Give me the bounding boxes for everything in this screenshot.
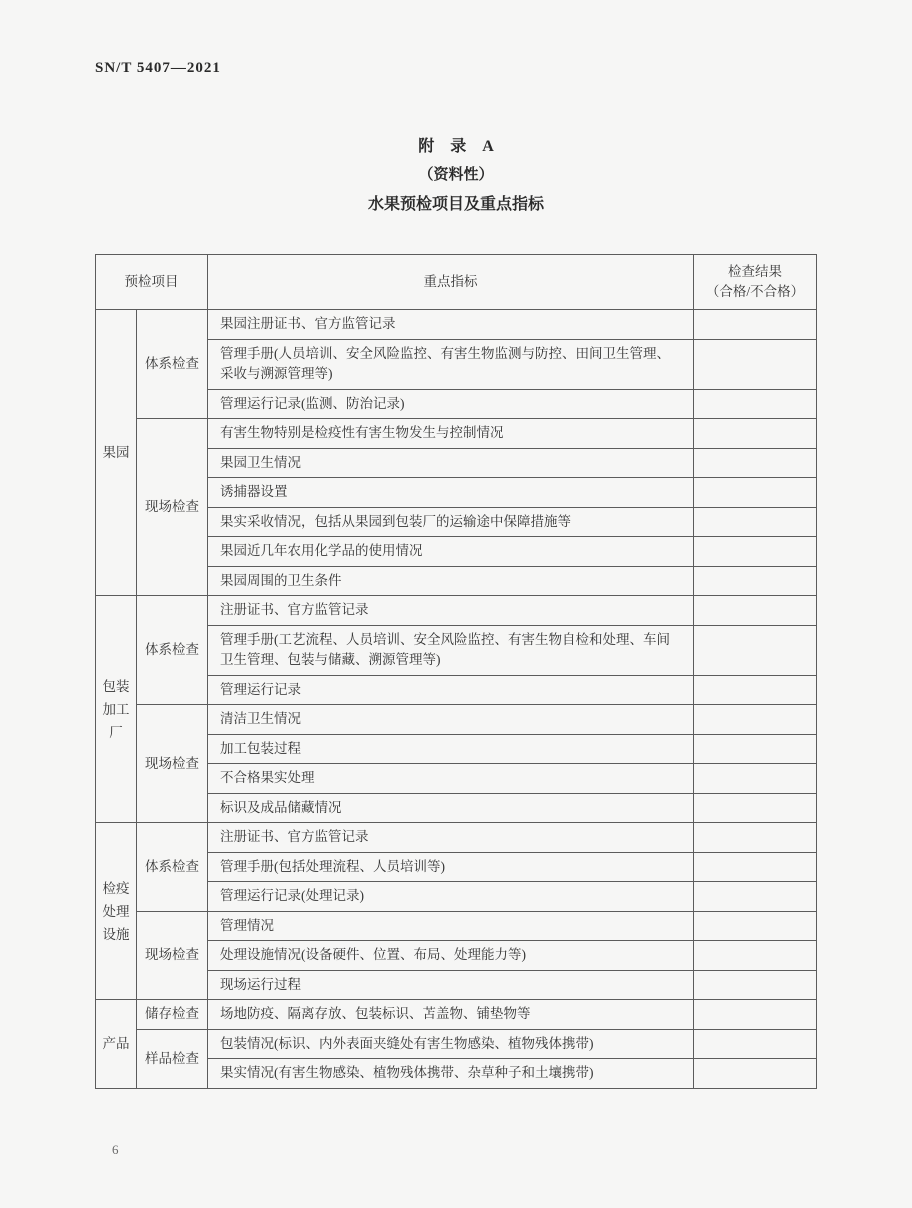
indicator-cell: 果实采收情况，包括从果园到包装厂的运输途中保障措施等: [208, 507, 694, 537]
table-row: [96, 1029, 817, 1059]
result-cell: [694, 764, 817, 794]
result-cell: [694, 675, 817, 705]
table-row: [96, 705, 817, 735]
result-cell: [694, 389, 817, 419]
indicator-cell: 果园卫生情况: [208, 448, 694, 478]
result-cell: [694, 625, 817, 675]
header-result: [694, 255, 817, 310]
appendix-subtitle: （资料性）: [418, 167, 494, 183]
table-row: [96, 911, 817, 941]
header-indicator: 重点指标: [208, 255, 694, 310]
appendix-title: 附 录 A: [418, 138, 494, 155]
result-cell: [694, 793, 817, 823]
indicator-cell: 管理手册(人员培训、安全风险监控、有害生物监测与防控、田间卫生管理、采收与溯源管理等): [208, 339, 694, 389]
result-cell: [694, 537, 817, 567]
result-cell: [694, 823, 817, 853]
indicator-cell: 管理运行记录: [208, 675, 694, 705]
result-cell: [694, 852, 817, 882]
indicator-cell: 管理情况: [208, 911, 694, 941]
inspection-table: [95, 254, 817, 1089]
subgroup-label: 储存检查: [137, 1000, 208, 1030]
result-cell: [694, 448, 817, 478]
indicator-cell: 管理运行记录(监测、防治记录): [208, 389, 694, 419]
group-label: 检疫处理设施: [96, 823, 137, 1000]
indicator-cell: 注册证书、官方监管记录: [208, 823, 694, 853]
header-result-line1: 检查结果: [728, 264, 782, 279]
indicator-cell: 有害生物特别是检疫性有害生物发生与控制情况: [208, 419, 694, 449]
result-cell: [694, 1059, 817, 1089]
indicator-cell: 包装情况(标识、内外表面夹缝处有害生物感染、植物残体携带): [208, 1029, 694, 1059]
subgroup-label: 现场检查: [137, 419, 208, 596]
subgroup-label: 现场检查: [137, 911, 208, 1000]
page-number: 6: [112, 1142, 119, 1157]
subgroup-label: 样品检查: [137, 1029, 208, 1088]
header-result-line2: （合格/不合格）: [705, 284, 805, 299]
indicator-cell: 清洁卫生情况: [208, 705, 694, 735]
subgroup-label: 体系检查: [137, 596, 208, 705]
result-cell: [694, 507, 817, 537]
indicator-cell: 现场运行过程: [208, 970, 694, 1000]
indicator-cell: 标识及成品储藏情况: [208, 793, 694, 823]
indicator-cell: 不合格果实处理: [208, 764, 694, 794]
subgroup-label: 体系检查: [137, 310, 208, 419]
header-project: 预检项目: [96, 255, 208, 310]
doc-number: SN/T 5407—2021: [95, 60, 221, 76]
table-row: [96, 823, 817, 853]
result-cell: [694, 1000, 817, 1030]
result-cell: [694, 419, 817, 449]
indicator-cell: 场地防疫、隔离存放、包装标识、苫盖物、铺垫物等: [208, 1000, 694, 1030]
indicator-cell: 加工包装过程: [208, 734, 694, 764]
table-header: [96, 255, 817, 310]
result-cell: [694, 734, 817, 764]
result-cell: [694, 1029, 817, 1059]
result-cell: [694, 478, 817, 508]
indicator-cell: 果园周围的卫生条件: [208, 566, 694, 596]
table-row: [96, 419, 817, 449]
result-cell: [694, 705, 817, 735]
result-cell: [694, 911, 817, 941]
indicator-cell: 果实情况(有害生物感染、植物残体携带、杂草种子和土壤携带): [208, 1059, 694, 1089]
indicator-cell: 注册证书、官方监管记录: [208, 596, 694, 626]
table-row: [96, 596, 817, 626]
indicator-cell: 果园注册证书、官方监管记录: [208, 310, 694, 340]
result-cell: [694, 339, 817, 389]
table-header-row: [96, 255, 817, 310]
result-cell: [694, 566, 817, 596]
result-cell: [694, 970, 817, 1000]
indicator-cell: 管理运行记录(处理记录): [208, 882, 694, 912]
table-row: [96, 310, 817, 340]
table-body: [96, 310, 817, 1089]
result-cell: [694, 941, 817, 971]
table-row: [96, 1000, 817, 1030]
result-cell: [694, 882, 817, 912]
indicator-cell: 管理手册(包括处理流程、人员培训等): [208, 852, 694, 882]
result-cell: [694, 596, 817, 626]
result-cell: [694, 310, 817, 340]
group-label: 产品: [96, 1000, 137, 1089]
appendix-title-block: [0, 132, 912, 219]
subgroup-label: 体系检查: [137, 823, 208, 912]
appendix-heading: 水果预检项目及重点指标: [367, 196, 544, 213]
indicator-cell: 果园近几年农用化学品的使用情况: [208, 537, 694, 567]
indicator-cell: 管理手册(工艺流程、人员培训、安全风险监控、有害生物自检和处理、车间卫生管理、包装与储藏、溯源管理等): [208, 625, 694, 675]
group-label: 包装加工厂: [96, 596, 137, 823]
group-label: 果园: [96, 310, 137, 596]
indicator-cell: 处理设施情况(设备硬件、位置、布局、处理能力等): [208, 941, 694, 971]
subgroup-label: 现场检查: [137, 705, 208, 823]
indicator-cell: 诱捕器设置: [208, 478, 694, 508]
